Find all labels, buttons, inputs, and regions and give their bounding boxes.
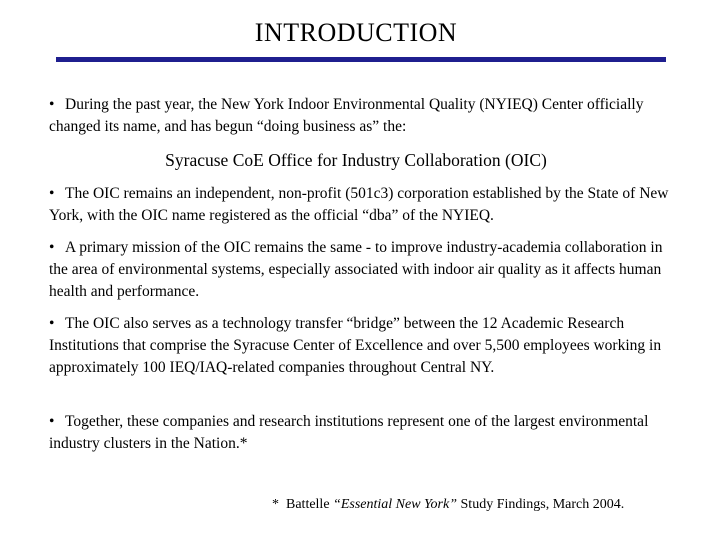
title-underline — [56, 57, 666, 62]
paragraph-text: Together, these companies and research institutions represent one of the largest environmental industry clusters in the Nation.* — [49, 413, 649, 452]
footnote-author: Battelle — [286, 497, 330, 512]
bullet-marker: • — [49, 315, 55, 332]
paragraph-technology-transfer — [49, 313, 679, 379]
bullet-marker: • — [49, 185, 55, 202]
paragraph-text: The OIC remains an independent, non-profit (501c3) corporation established by the State of New York, with the OIC name registered as the official “dba” of the NYIEQ. — [49, 185, 669, 224]
slide-title: INTRODUCTION — [254, 18, 458, 47]
bullet-marker: • — [49, 96, 55, 113]
footnote-publication-title: “Essential New York” — [333, 497, 458, 512]
paragraph-text: The OIC also serves as a technology transfer “bridge” between the 12 Academic Research Institutions that comprise the Syracuse Center of Excellence and over 5,500 employees working in approximately 100 IEQ/IAQ-related companies throughout Central NY. — [49, 315, 662, 376]
paragraph-name-change — [49, 94, 679, 138]
footnote-marker: * — [272, 497, 279, 512]
footnote-details: Study Findings, March 2004. — [460, 497, 625, 512]
bullet-marker: • — [49, 239, 55, 256]
bullet-marker: • — [49, 413, 55, 430]
paragraph-primary-mission — [49, 237, 679, 303]
organization-name-highlight: Syracuse CoE Office for Industry Collaboration (OIC) — [165, 150, 547, 170]
paragraph-nonprofit-status — [49, 183, 679, 227]
paragraph-text: A primary mission of the OIC remains the same - to improve industry-academia collaboration in the area of environmental systems, especially associated with indoor air quality as it affects human health and performance. — [49, 239, 663, 300]
paragraph-industry-clusters — [49, 411, 679, 455]
paragraph-text: During the past year, the New York Indoor Environmental Quality (NYIEQ) Center officially changed its name, and has begun “doing business as” the: — [49, 96, 644, 135]
footnote — [272, 495, 624, 515]
